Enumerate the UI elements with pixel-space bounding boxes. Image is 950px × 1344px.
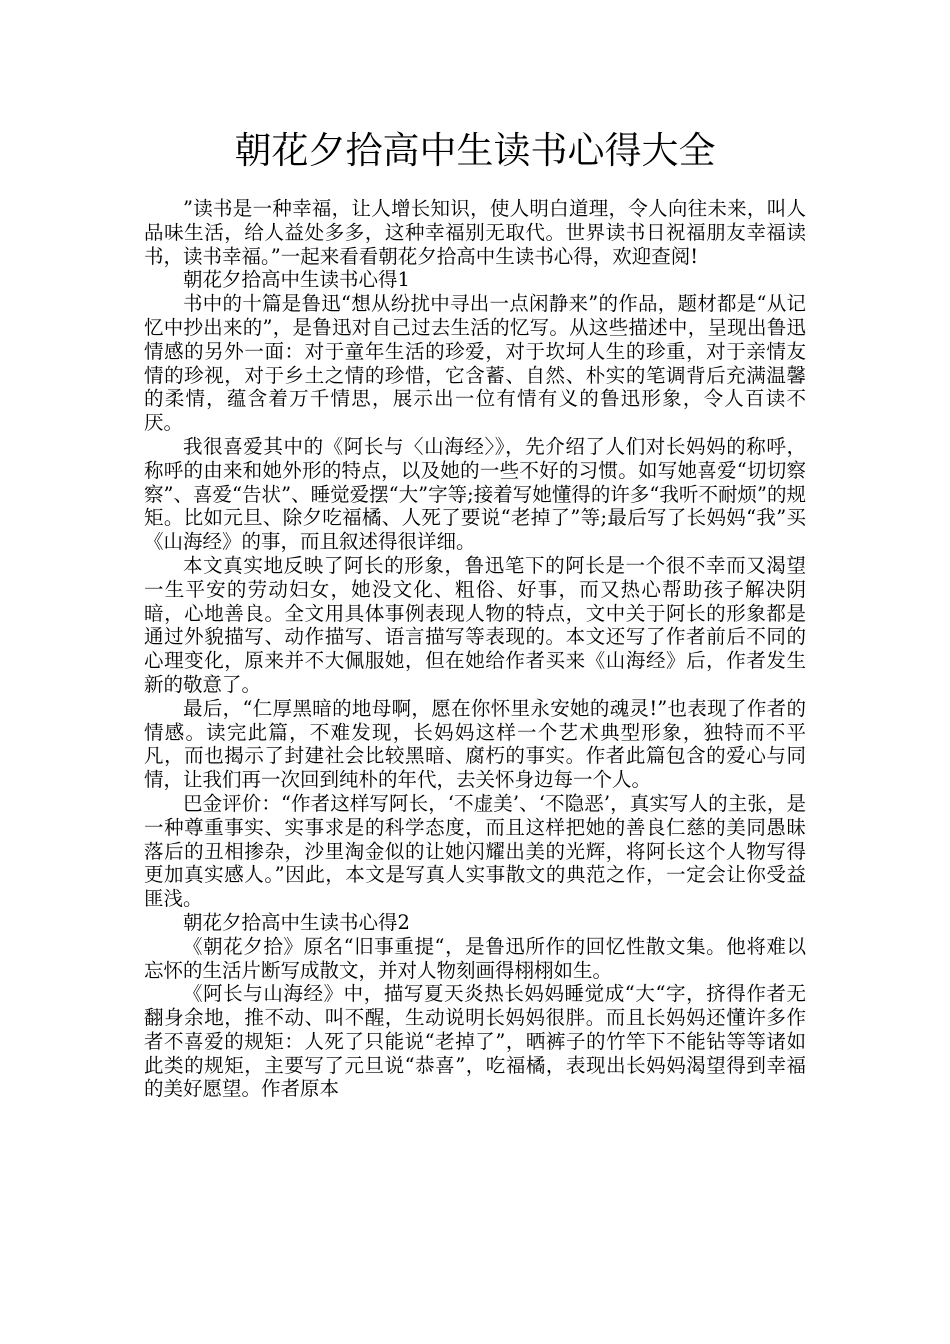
section-heading-1: 朝花夕拾高中生读书心得1 <box>183 268 410 292</box>
body-paragraph: 我很喜爱其中的《阿长与〈山海经〉》，先介绍了人们对长妈妈的称呼，称呼的由来和她外形的特点，以及她的一些不好的习惯。如写她喜爱“切切察察”、喜爱“告状”、睡觉爱摆“大”字等;接着写她懂得的许多“我听不耐烦”的规矩。比如元旦、除夕吃福橘、人死了要说“老掉了”等;最后写了长妈妈“我”买《山海经》的事，而且叙述得很详细。 <box>144 434 806 554</box>
document-body <box>144 197 806 1101</box>
document-title: 朝花夕拾高中生读书心得大全 <box>234 129 716 172</box>
body-paragraph: 《朝花夕拾》原名“旧事重提“，是鲁迅所作的回忆性散文集。他将难以忘怀的生活片断写成散文，并对人物刻画得栩栩如生。 <box>144 934 806 982</box>
body-paragraph: 最后，“仁厚黑暗的地母啊，愿在你怀里永安她的魂灵!”也表现了作者的情感。读完此篇，不难发现，长妈妈这样一个艺术典型形象，独特而不平凡，而也揭示了封建社会比较黑暗、腐朽的事实。作者此篇包含的爱心与同情，让我们再一次回到纯朴的年代，去关怀身边每一个人。 <box>144 696 806 792</box>
body-paragraph: 《阿长与山海经》中，描写夏天炎热长妈妈睡觉成“大“字，挤得作者无翻身余地，推不动、叫不醒，生动说明长妈妈很胖。而且长妈妈还懂许多作者不喜爱的规矩：人死了只能说“老掉了”，晒裤子的竹竿下不能钻等等诸如此类的规矩，主要写了元旦说“恭喜”，吃福橘，表现出长妈妈渴望得到幸福的美好愿望。作者原本 <box>144 982 806 1101</box>
section-heading-2: 朝花夕拾高中生读书心得2 <box>183 910 410 934</box>
body-paragraph: 书中的十篇是鲁迅“想从纷扰中寻出一点闲静来”的作品，题材都是“从记忆中抄出来的”，是鲁迅对自己过去生活的忆写。从这些描述中，呈现出鲁迅情感的另外一面：对于童年生活的珍爱，对于坎坷人生的珍重，对于亲情友情的珍视，对于乡土之情的珍惜，它含蓄、自然、朴实的笔调背后充满温馨的柔情，蕴含着万千情思，展示出一位有情有义的鲁迅形象，令人百读不厌。 <box>144 292 806 435</box>
body-paragraph: 巴金评价：“作者这样写阿长，‘不虚美’、‘不隐恶’，真实写人的主张，是一种尊重事实、实事求是的科学态度，而且这样把她的善良仁慈的美同愚昧落后的丑相掺杂，沙里淘金似的让她闪耀出美的光辉，将阿长这个人物写得更加真实感人。”因此，本文是写真人实事散文的典范之作，一定会让你受益匪浅。 <box>144 791 806 911</box>
body-paragraph: 本文真实地反映了阿长的形象，鲁迅笔下的阿长是一个很不幸而又渴望一生平安的劳动妇女，她没文化、粗俗、好事，而又热心帮助孩子解决阴暗，心地善良。全文用具体事例表现人物的特点，文中关于阿长的形象都是通过外貌描写、动作描写、语言描写等表现的。本文还写了作者前后不同的心理变化，原来并不大佩服她，但在她给作者买来《山海经》后，作者发生新的敬意了。 <box>144 553 806 696</box>
intro-paragraph: ”读书是一种幸福，让人增长知识，使人明白道理，令人向往未来，叫人品味生活，给人益处多多，这种幸福别无取代。世界读书日祝福朋友幸福读书，读书幸福。”一起来看看朝花夕拾高中生读书心得，欢迎查阅! <box>144 197 806 268</box>
